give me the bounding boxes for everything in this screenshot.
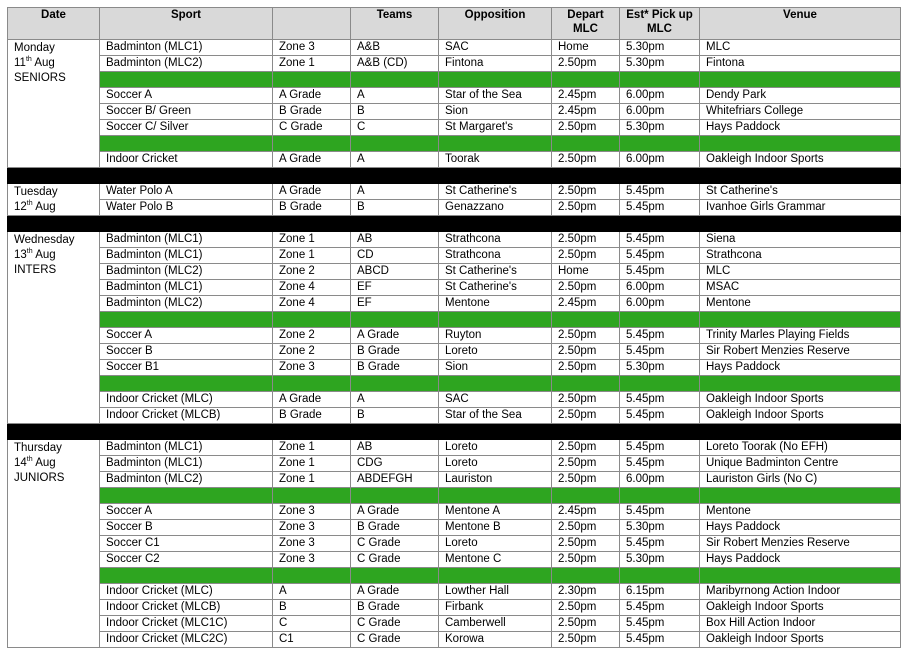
- fixture-row: [8, 152, 901, 168]
- grade-cell: Zone 4: [273, 280, 351, 296]
- venue-cell: Sir Robert Menzies Reserve: [700, 536, 901, 552]
- teams-cell: A&B (CD): [351, 56, 439, 72]
- grade-cell: C1: [273, 632, 351, 648]
- venue-cell: Ivanhoe Girls Grammar: [700, 200, 901, 216]
- pickup-cell: 5.45pm: [620, 248, 700, 264]
- depart-cell: 2.45pm: [552, 296, 620, 312]
- pickup-cell: 5.30pm: [620, 552, 700, 568]
- pickup-cell: 6.00pm: [620, 104, 700, 120]
- grade-cell: Zone 3: [273, 360, 351, 376]
- venue-cell: Unique Badminton Centre: [700, 456, 901, 472]
- teams-cell: ABCD: [351, 264, 439, 280]
- depart-cell: 2.50pm: [552, 328, 620, 344]
- grade-cell: Zone 2: [273, 344, 351, 360]
- sport-cell: Soccer A: [100, 328, 273, 344]
- fixture-row: [8, 184, 901, 200]
- opposition-cell: Loreto: [439, 344, 552, 360]
- grade-cell: Zone 3: [273, 520, 351, 536]
- section-separator: [8, 376, 901, 392]
- pickup-cell: 5.45pm: [620, 392, 700, 408]
- teams-cell: B: [351, 200, 439, 216]
- teams-cell: B: [351, 408, 439, 424]
- teams-cell: EF: [351, 280, 439, 296]
- venue-cell: Sir Robert Menzies Reserve: [700, 344, 901, 360]
- sport-cell: Soccer B/ Green: [100, 104, 273, 120]
- venue-cell: Mentone: [700, 296, 901, 312]
- header-sport: Sport: [100, 8, 273, 40]
- venue-cell: Oakleigh Indoor Sports: [700, 408, 901, 424]
- sport-cell: Badminton (MLC1): [100, 232, 273, 248]
- fixture-row: [8, 504, 901, 520]
- fixture-row: [8, 248, 901, 264]
- section-separator: [8, 488, 901, 504]
- venue-cell: Hays Paddock: [700, 360, 901, 376]
- sport-cell: Indoor Cricket (MLC2C): [100, 632, 273, 648]
- day-separator: [8, 424, 901, 440]
- pickup-cell: 6.00pm: [620, 472, 700, 488]
- month: Aug: [35, 201, 56, 213]
- venue-cell: Oakleigh Indoor Sports: [700, 632, 901, 648]
- venue-cell: Loreto Toorak (No EFH): [700, 440, 901, 456]
- venue-cell: Oakleigh Indoor Sports: [700, 392, 901, 408]
- fixture-row: [8, 440, 901, 456]
- day-number: 14: [14, 457, 27, 469]
- grade-cell: B: [273, 600, 351, 616]
- depart-cell: 2.50pm: [552, 120, 620, 136]
- grade-cell: Zone 1: [273, 232, 351, 248]
- depart-cell: 2.45pm: [552, 504, 620, 520]
- grade-cell: A Grade: [273, 392, 351, 408]
- opposition-cell: St Catherine's: [439, 264, 552, 280]
- section-separator: [8, 136, 901, 152]
- sport-cell: Badminton (MLC1): [100, 280, 273, 296]
- grade-cell: Zone 3: [273, 536, 351, 552]
- pickup-cell: 5.45pm: [620, 456, 700, 472]
- teams-cell: A Grade: [351, 584, 439, 600]
- depart-cell: 2.50pm: [552, 520, 620, 536]
- venue-cell: Hays Paddock: [700, 520, 901, 536]
- depart-cell: 2.50pm: [552, 184, 620, 200]
- venue-cell: Oakleigh Indoor Sports: [700, 152, 901, 168]
- venue-cell: MSAC: [700, 280, 901, 296]
- depart-cell: 2.50pm: [552, 600, 620, 616]
- fixture-row: [8, 552, 901, 568]
- opposition-cell: Strathcona: [439, 232, 552, 248]
- depart-cell: 2.50pm: [552, 408, 620, 424]
- sport-cell: Soccer C/ Silver: [100, 120, 273, 136]
- teams-cell: A&B: [351, 40, 439, 56]
- month: Aug: [35, 249, 56, 261]
- pickup-cell: 5.30pm: [620, 40, 700, 56]
- teams-cell: C Grade: [351, 552, 439, 568]
- teams-cell: AB: [351, 232, 439, 248]
- opposition-cell: St Margaret's: [439, 120, 552, 136]
- sport-cell: Indoor Cricket (MLCB): [100, 600, 273, 616]
- opposition-cell: Sion: [439, 360, 552, 376]
- grade-cell: Zone 4: [273, 296, 351, 312]
- pickup-cell: 5.30pm: [620, 520, 700, 536]
- teams-cell: B Grade: [351, 520, 439, 536]
- opposition-cell: Mentone A: [439, 504, 552, 520]
- depart-cell: 2.50pm: [552, 536, 620, 552]
- teams-cell: B: [351, 104, 439, 120]
- sport-cell: Soccer B: [100, 520, 273, 536]
- pickup-cell: 5.45pm: [620, 536, 700, 552]
- fixture-row: [8, 88, 901, 104]
- day-number: 13: [14, 249, 27, 261]
- age-group: JUNIORS: [14, 472, 65, 484]
- pickup-cell: 5.45pm: [620, 632, 700, 648]
- fixture-row: [8, 616, 901, 632]
- teams-cell: A Grade: [351, 504, 439, 520]
- venue-cell: St Catherine's: [700, 184, 901, 200]
- grade-cell: B Grade: [273, 408, 351, 424]
- venue-cell: Whitefriars College: [700, 104, 901, 120]
- venue-cell: MLC: [700, 40, 901, 56]
- opposition-cell: Star of the Sea: [439, 408, 552, 424]
- grade-cell: Zone 3: [273, 552, 351, 568]
- grade-cell: Zone 1: [273, 456, 351, 472]
- month: Aug: [34, 57, 55, 69]
- pickup-cell: 5.45pm: [620, 264, 700, 280]
- venue-cell: Dendy Park: [700, 88, 901, 104]
- sport-cell: Indoor Cricket (MLC): [100, 392, 273, 408]
- grade-cell: Zone 1: [273, 56, 351, 72]
- depart-cell: Home: [552, 264, 620, 280]
- day-suffix: th: [25, 56, 32, 64]
- opposition-cell: SAC: [439, 392, 552, 408]
- pickup-cell: 5.45pm: [620, 616, 700, 632]
- sport-cell: Badminton (MLC2): [100, 296, 273, 312]
- schedule-body: [8, 40, 901, 648]
- pickup-cell: 5.30pm: [620, 56, 700, 72]
- fixture-row: [8, 392, 901, 408]
- age-group: INTERS: [14, 264, 57, 276]
- sport-cell: Indoor Cricket (MLC1C): [100, 616, 273, 632]
- teams-cell: A: [351, 88, 439, 104]
- grade-cell: Zone 2: [273, 264, 351, 280]
- fixture-row: [8, 120, 901, 136]
- sport-cell: Water Polo A: [100, 184, 273, 200]
- fixture-row: [8, 520, 901, 536]
- day-separator: [8, 216, 901, 232]
- fixture-row: [8, 104, 901, 120]
- sport-cell: Soccer C1: [100, 536, 273, 552]
- date-cell: [8, 40, 100, 168]
- header-date: Date: [8, 8, 100, 40]
- pickup-cell: 5.45pm: [620, 440, 700, 456]
- section-separator: [8, 312, 901, 328]
- day-number: 12: [14, 201, 27, 213]
- teams-cell: C Grade: [351, 632, 439, 648]
- venue-cell: Trinity Marles Playing Fields: [700, 328, 901, 344]
- opposition-cell: Genazzano: [439, 200, 552, 216]
- sport-cell: Badminton (MLC1): [100, 456, 273, 472]
- fixture-row: [8, 328, 901, 344]
- pickup-cell: 5.45pm: [620, 408, 700, 424]
- opposition-cell: Camberwell: [439, 616, 552, 632]
- date-cell: [8, 440, 100, 648]
- grade-cell: Zone 3: [273, 40, 351, 56]
- pickup-cell: 6.00pm: [620, 296, 700, 312]
- section-separator: [8, 72, 901, 88]
- fixture-row: [8, 456, 901, 472]
- fixture-row: [8, 232, 901, 248]
- fixture-row: [8, 344, 901, 360]
- teams-cell: CD: [351, 248, 439, 264]
- month: Aug: [35, 457, 56, 469]
- grade-cell: A: [273, 584, 351, 600]
- teams-cell: EF: [351, 296, 439, 312]
- opposition-cell: Loreto: [439, 440, 552, 456]
- venue-cell: Fintona: [700, 56, 901, 72]
- sport-cell: Indoor Cricket (MLCB): [100, 408, 273, 424]
- teams-cell: A: [351, 152, 439, 168]
- sport-cell: Badminton (MLC2): [100, 472, 273, 488]
- pickup-cell: 5.30pm: [620, 120, 700, 136]
- teams-cell: C Grade: [351, 616, 439, 632]
- depart-cell: 2.50pm: [552, 280, 620, 296]
- day-separator: [8, 168, 901, 184]
- teams-cell: AB: [351, 440, 439, 456]
- fixture-row: [8, 56, 901, 72]
- pickup-cell: 5.45pm: [620, 232, 700, 248]
- opposition-cell: Ruyton: [439, 328, 552, 344]
- sport-cell: Badminton (MLC1): [100, 440, 273, 456]
- grade-cell: Zone 2: [273, 328, 351, 344]
- opposition-cell: Mentone: [439, 296, 552, 312]
- venue-cell: Hays Paddock: [700, 120, 901, 136]
- day-suffix: th: [26, 200, 33, 208]
- venue-cell: MLC: [700, 264, 901, 280]
- header-row: [8, 8, 901, 40]
- sport-cell: Badminton (MLC2): [100, 264, 273, 280]
- pickup-cell: 5.45pm: [620, 184, 700, 200]
- depart-cell: 2.50pm: [552, 456, 620, 472]
- opposition-cell: Toorak: [439, 152, 552, 168]
- sport-cell: Soccer B: [100, 344, 273, 360]
- day-name: Wednesday: [14, 234, 75, 246]
- grade-cell: C: [273, 616, 351, 632]
- fixture-row: [8, 200, 901, 216]
- schedule-container: [7, 7, 901, 648]
- grade-cell: Zone 1: [273, 472, 351, 488]
- teams-cell: A Grade: [351, 328, 439, 344]
- teams-cell: B Grade: [351, 344, 439, 360]
- fixture-row: [8, 408, 901, 424]
- opposition-cell: St Catherine's: [439, 184, 552, 200]
- opposition-cell: Sion: [439, 104, 552, 120]
- sport-cell: Soccer A: [100, 504, 273, 520]
- sport-schedule-table: [7, 7, 901, 648]
- depart-cell: 2.50pm: [552, 552, 620, 568]
- opposition-cell: Loreto: [439, 456, 552, 472]
- day-name: Monday: [14, 42, 55, 54]
- grade-cell: A Grade: [273, 152, 351, 168]
- day-suffix: th: [26, 248, 33, 256]
- fixture-row: [8, 472, 901, 488]
- depart-cell: 2.50pm: [552, 616, 620, 632]
- opposition-cell: SAC: [439, 40, 552, 56]
- depart-cell: 2.50pm: [552, 360, 620, 376]
- age-group: SENIORS: [14, 72, 66, 84]
- depart-cell: 2.50pm: [552, 344, 620, 360]
- sport-cell: Indoor Cricket (MLC): [100, 584, 273, 600]
- pickup-cell: 6.00pm: [620, 280, 700, 296]
- teams-cell: ABDEFGH: [351, 472, 439, 488]
- venue-cell: Box Hill Action Indoor: [700, 616, 901, 632]
- depart-cell: 2.50pm: [552, 632, 620, 648]
- fixture-row: [8, 264, 901, 280]
- depart-cell: 2.50pm: [552, 392, 620, 408]
- grade-cell: B Grade: [273, 104, 351, 120]
- depart-cell: Home: [552, 40, 620, 56]
- date-cell: [8, 184, 100, 216]
- opposition-cell: Strathcona: [439, 248, 552, 264]
- venue-cell: Hays Paddock: [700, 552, 901, 568]
- opposition-cell: Firbank: [439, 600, 552, 616]
- grade-cell: B Grade: [273, 200, 351, 216]
- pickup-cell: 5.45pm: [620, 600, 700, 616]
- depart-cell: 2.45pm: [552, 104, 620, 120]
- sport-cell: Badminton (MLC1): [100, 40, 273, 56]
- fixture-row: [8, 40, 901, 56]
- depart-cell: 2.50pm: [552, 248, 620, 264]
- header-pickup: Est* Pick up MLC: [620, 8, 700, 40]
- opposition-cell: Lowther Hall: [439, 584, 552, 600]
- fixture-row: [8, 360, 901, 376]
- opposition-cell: Loreto: [439, 536, 552, 552]
- grade-cell: A Grade: [273, 184, 351, 200]
- depart-cell: 2.30pm: [552, 584, 620, 600]
- opposition-cell: St Catherine's: [439, 280, 552, 296]
- grade-cell: A Grade: [273, 88, 351, 104]
- venue-cell: Lauriston Girls (No C): [700, 472, 901, 488]
- opposition-cell: Fintona: [439, 56, 552, 72]
- fixture-row: [8, 584, 901, 600]
- opposition-cell: Mentone C: [439, 552, 552, 568]
- opposition-cell: Lauriston: [439, 472, 552, 488]
- pickup-cell: 5.45pm: [620, 200, 700, 216]
- sport-cell: Indoor Cricket: [100, 152, 273, 168]
- header-depart: Depart MLC: [552, 8, 620, 40]
- fixture-row: [8, 280, 901, 296]
- header-opposition: Opposition: [439, 8, 552, 40]
- teams-cell: CDG: [351, 456, 439, 472]
- teams-cell: B Grade: [351, 360, 439, 376]
- venue-cell: Oakleigh Indoor Sports: [700, 600, 901, 616]
- opposition-cell: Star of the Sea: [439, 88, 552, 104]
- section-separator: [8, 568, 901, 584]
- fixture-row: [8, 536, 901, 552]
- header-teams: Teams: [351, 8, 439, 40]
- grade-cell: Zone 1: [273, 248, 351, 264]
- grade-cell: C Grade: [273, 120, 351, 136]
- day-name: Tuesday: [14, 186, 58, 198]
- depart-cell: 2.50pm: [552, 200, 620, 216]
- venue-cell: Mentone: [700, 504, 901, 520]
- teams-cell: A: [351, 392, 439, 408]
- pickup-cell: 5.45pm: [620, 344, 700, 360]
- opposition-cell: Korowa: [439, 632, 552, 648]
- fixture-row: [8, 296, 901, 312]
- pickup-cell: 5.45pm: [620, 328, 700, 344]
- sport-cell: Soccer B1: [100, 360, 273, 376]
- pickup-cell: 6.00pm: [620, 88, 700, 104]
- fixture-row: [8, 600, 901, 616]
- depart-cell: 2.50pm: [552, 472, 620, 488]
- pickup-cell: 6.00pm: [620, 152, 700, 168]
- venue-cell: Siena: [700, 232, 901, 248]
- fixture-row: [8, 632, 901, 648]
- day-name: Thursday: [14, 442, 62, 454]
- grade-cell: Zone 1: [273, 440, 351, 456]
- header-grade: [273, 8, 351, 40]
- day-suffix: th: [26, 456, 33, 464]
- sport-cell: Badminton (MLC2): [100, 56, 273, 72]
- pickup-cell: 5.45pm: [620, 504, 700, 520]
- date-cell: [8, 232, 100, 424]
- sport-cell: Soccer A: [100, 88, 273, 104]
- teams-cell: C: [351, 120, 439, 136]
- pickup-cell: 5.30pm: [620, 360, 700, 376]
- grade-cell: Zone 3: [273, 504, 351, 520]
- depart-cell: 2.50pm: [552, 152, 620, 168]
- teams-cell: A: [351, 184, 439, 200]
- pickup-cell: 6.15pm: [620, 584, 700, 600]
- sport-cell: Water Polo B: [100, 200, 273, 216]
- teams-cell: C Grade: [351, 536, 439, 552]
- sport-cell: Badminton (MLC1): [100, 248, 273, 264]
- sport-cell: Soccer C2: [100, 552, 273, 568]
- opposition-cell: Mentone B: [439, 520, 552, 536]
- teams-cell: B Grade: [351, 600, 439, 616]
- depart-cell: 2.45pm: [552, 88, 620, 104]
- depart-cell: 2.50pm: [552, 56, 620, 72]
- venue-cell: Maribyrnong Action Indoor: [700, 584, 901, 600]
- depart-cell: 2.50pm: [552, 232, 620, 248]
- depart-cell: 2.50pm: [552, 440, 620, 456]
- day-number: 11: [14, 57, 26, 69]
- venue-cell: Strathcona: [700, 248, 901, 264]
- header-venue: Venue: [700, 8, 901, 40]
